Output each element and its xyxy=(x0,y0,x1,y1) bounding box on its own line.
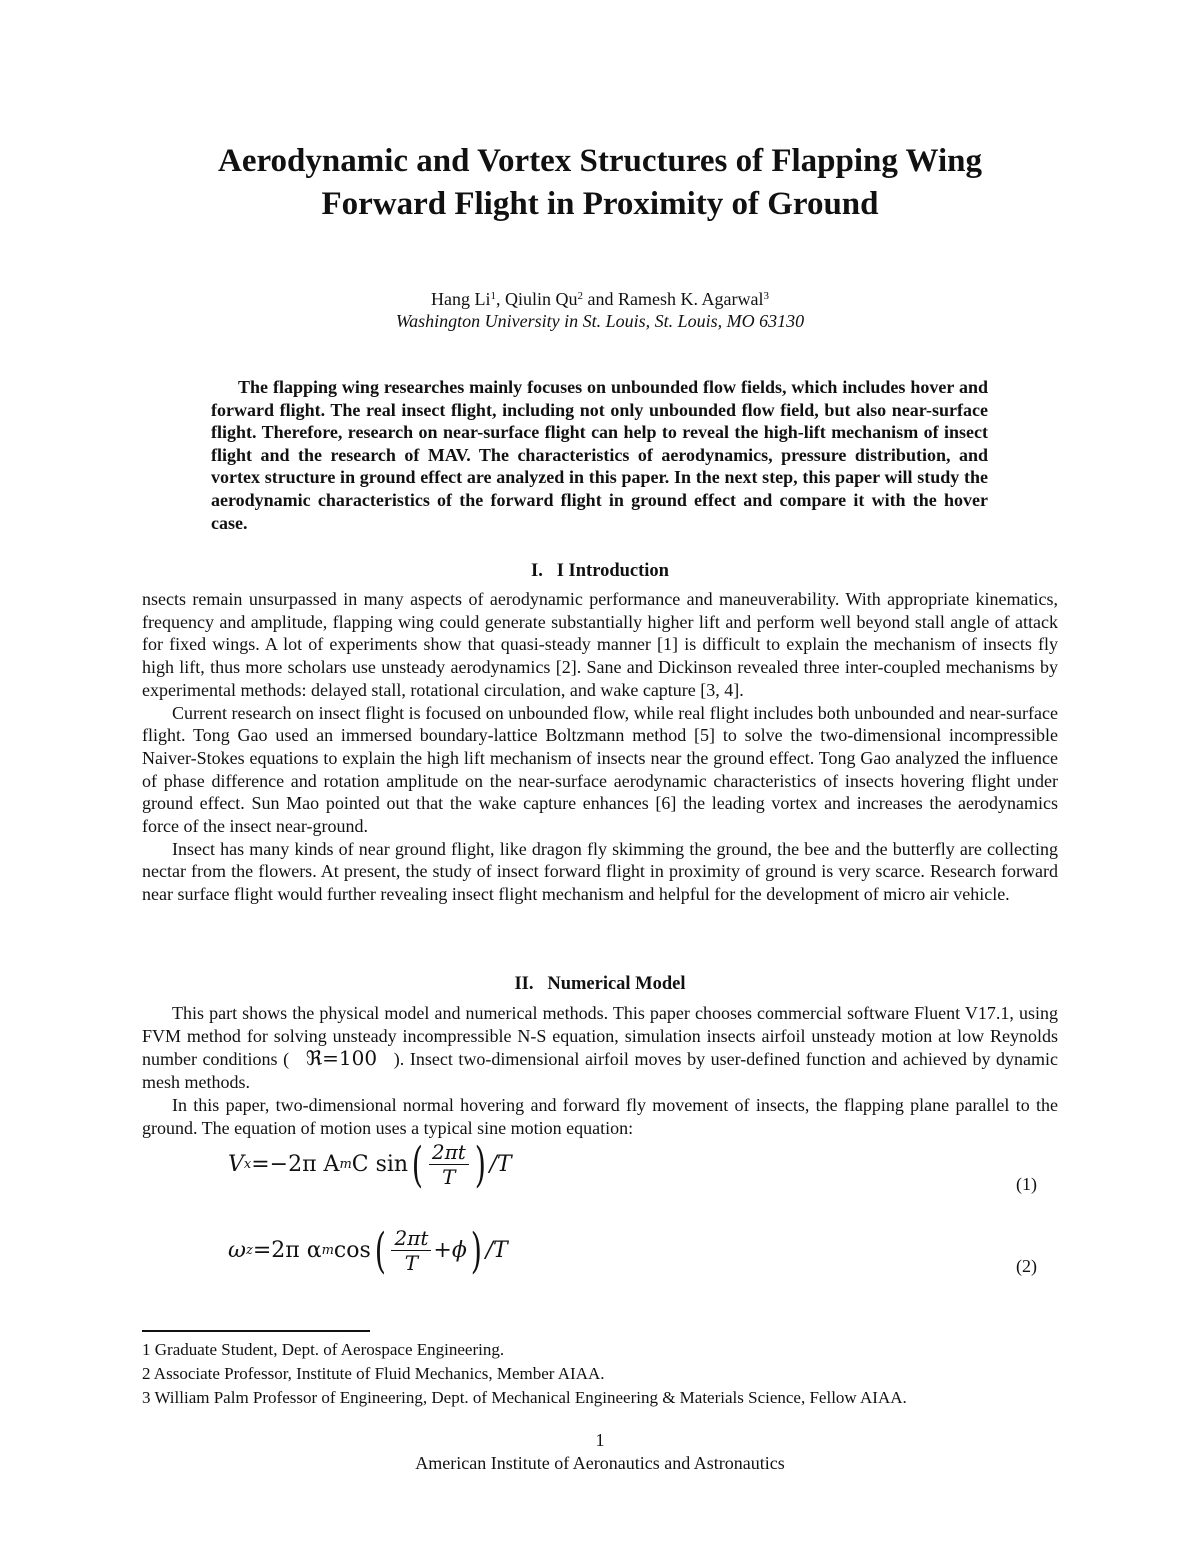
equation-1 xyxy=(228,1136,512,1193)
footnote-marker: 3 xyxy=(763,290,769,302)
eq-term: =2π α xyxy=(252,1238,322,1263)
eq-symbol: V xyxy=(228,1152,244,1177)
footnote-marker: 2 xyxy=(577,290,584,302)
author-list xyxy=(100,284,1100,311)
eq-term: cos xyxy=(333,1238,371,1263)
equation-number: (2) xyxy=(1016,1256,1037,1276)
text-run: ). Insect two-dimensional airfoil moves by user-defined function and achieved by dynamic mesh methods. xyxy=(142,1049,1058,1093)
footnote: 2 Associate Professor, Institute of Fluid Mechanics, Member AIAA. xyxy=(142,1364,605,1383)
abstract: The flapping wing researches mainly focuses on unbounded flow fields, which includes hover and forward flight. The real insect flight, including not only unbounded flow field, but also near-surface flight. Therefore, research on near-surface flight can help to reveal the high-lift mechanism of insect flight and the research of MAV. The characteristics of aerodynamics, pressure distribution, and vortex structure in ground effect are analyzed in this paper. In the next step, this paper will study the aerodynamic characteristics of the forward flight in ground effect and compare it with the hover case. xyxy=(211,377,988,533)
title-line-2: Forward Flight in Proximity of Ground xyxy=(321,186,879,222)
eq-subscript: x xyxy=(243,1157,252,1172)
left-paren: ( xyxy=(374,1222,386,1279)
left-paren: ( xyxy=(411,1136,424,1193)
eq-fraction xyxy=(391,1226,431,1275)
footnotes xyxy=(142,1338,1092,1410)
journal-footer: American Institute of Aeronautics and Astronautics xyxy=(415,1453,785,1473)
text-run: This part shows the physical model and numerical methods. This paper chooses commercial software Fluent V17.1, using FVM method for solving unsteady incompressible N-S equation, simulation insects airfoil unsteady motion at low Reynolds number conditions ( xyxy=(142,1003,1058,1070)
right-paren: ) xyxy=(474,1136,486,1193)
paper-title xyxy=(100,140,1100,226)
title-line-1: Aerodynamic and Vortex Structures of Flapping Wing xyxy=(218,143,982,179)
eq-subscript: m xyxy=(321,1243,334,1258)
author-separator: , xyxy=(496,289,505,309)
author-name: Hang Li xyxy=(431,289,491,309)
paragraph: Insect has many kinds of near ground flight, like dragon fly skimming the ground, the bee and the butterfly are collecting nectar from the flowers. At present, the study of insect forward flight in proximity of ground is very scarce. Research forward near surface flight would further revealing insect flight mechanism and helpful for the development of micro air vehicle. xyxy=(142,838,1058,905)
eq-term: C sin xyxy=(351,1152,409,1177)
paragraph xyxy=(142,1002,1058,1094)
section-heading-introduction: I. I Introduction xyxy=(531,561,669,581)
reynolds-number-math: ℜ=100 xyxy=(305,1046,378,1071)
footnote: 3 William Palm Professor of Engineering, Dept. of Mechanical Engineering & Materials Science, Fellow AIAA. xyxy=(142,1388,907,1407)
eq-fraction xyxy=(429,1140,469,1189)
eq-term: /T xyxy=(485,1238,508,1263)
affiliation: Washington University in St. Louis, St. Louis, MO 63130 xyxy=(395,311,805,331)
eq-term: =−2π A xyxy=(251,1152,340,1177)
paragraph: nsects remain unsurpassed in many aspects of aerodynamic performance and maneuverability. With appropriate kinematics, frequency and amplitude, flapping wing could generate substantially higher lift and perform well beyond stall angle of attack for fixed wings. A lot of experiments show that quasi-steady manner [1] is difficult to explain the mechanism of insects fly high lift, thus more scholars use unsteady aerodynamics [2]. Sane and Dickinson revealed three inter-coupled mechanisms by experimental methods: delayed stall, rotational circulation, and wake capture [3, 4]. xyxy=(142,589,1058,700)
right-paren: ) xyxy=(470,1222,482,1279)
author-name: Qiulin Qu xyxy=(505,289,578,309)
page-number: 1 xyxy=(595,1430,605,1450)
author-name: Ramesh K. Agarwal xyxy=(618,289,764,309)
footnote: 1 Graduate Student, Dept. of Aerospace Engineering. xyxy=(142,1340,505,1359)
eq-numerator: 2πt xyxy=(391,1226,431,1251)
footnote-divider xyxy=(142,1330,370,1332)
eq-subscript: z xyxy=(245,1243,253,1258)
eq-term: +ϕ xyxy=(433,1238,467,1263)
eq-numerator: 2πt xyxy=(429,1140,469,1165)
equation-number: (1) xyxy=(1016,1174,1037,1194)
eq-subscript: m xyxy=(339,1157,352,1172)
paragraph: Current research on insect flight is focused on unbounded flow, while real flight includes both unbounded and near-surface flight. Tong Gao used an immersed boundary-lattice Boltzmann method [5] to solve the two-dimensional incompressible Naiver-Stokes equations to explain the high lift mechanism of insects near the ground effect. Tong Gao analyzed the influence of phase difference and rotation amplitude on the near-surface aerodynamic characteristics of insects hovering flight under ground effect. Sun Mao pointed out that the wake capture enhances [6] the leading vortex and increases the aerodynamics force of the insect near-ground. xyxy=(142,702,1058,837)
eq-denominator: T xyxy=(404,1251,419,1275)
section-heading-numerical-model: II. Numerical Model xyxy=(514,974,686,994)
equation-2 xyxy=(228,1222,508,1279)
eq-denominator: T xyxy=(442,1165,456,1189)
footnote-marker: 1 xyxy=(490,290,496,302)
author-separator: and xyxy=(583,289,619,309)
numerical-model-body xyxy=(142,1002,1058,1139)
eq-symbol: ω xyxy=(228,1238,246,1263)
paragraph: In this paper, two-dimensional normal hovering and forward fly movement of insects, the flapping plane parallel to the ground. The equation of motion uses a typical sine motion equation: xyxy=(142,1094,1058,1138)
eq-term: /T xyxy=(489,1152,512,1177)
introduction-body xyxy=(142,588,1058,906)
